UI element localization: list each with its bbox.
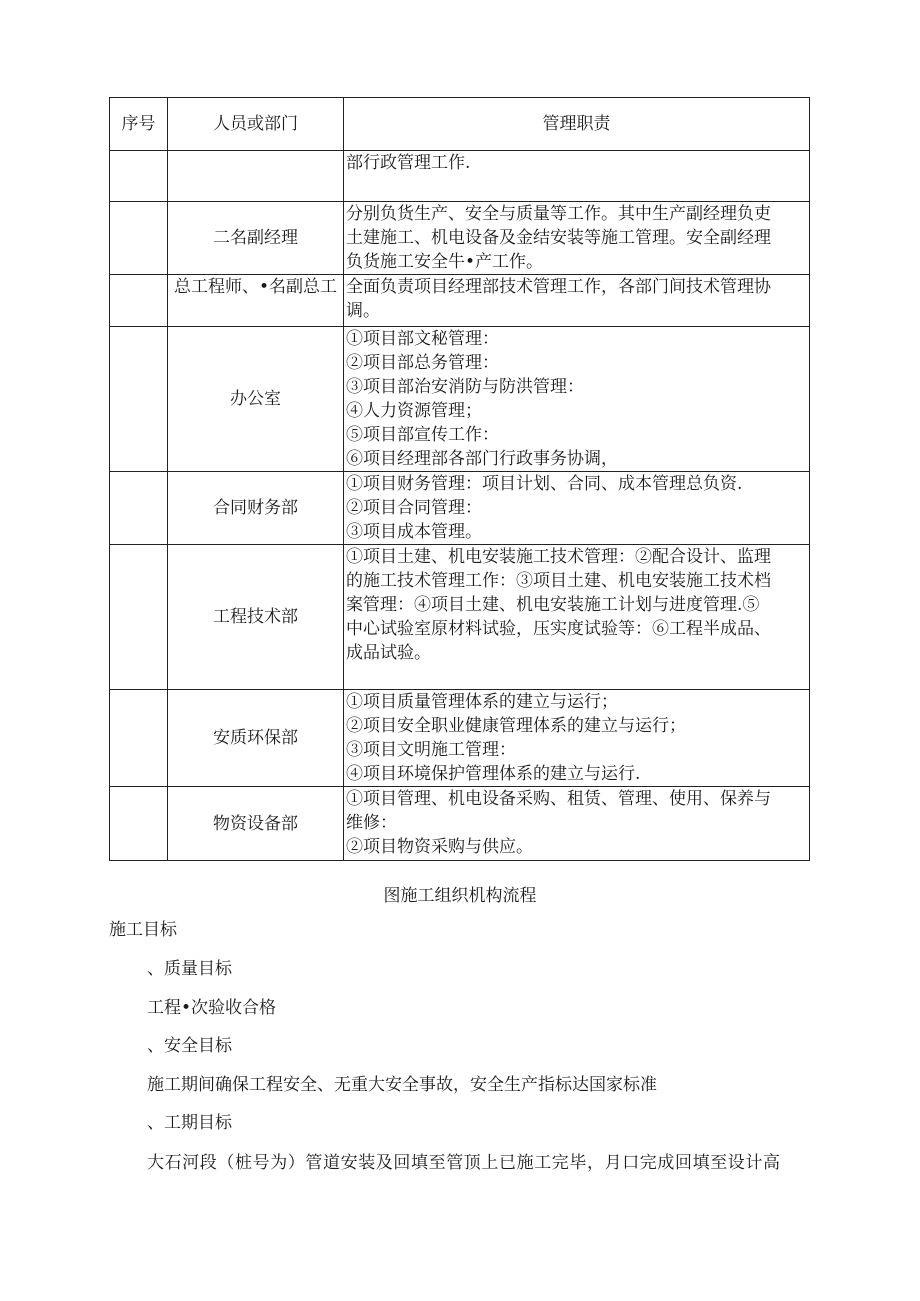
duty-line: ①项目部文秘管理： [346,329,499,349]
header-duty: 管理职责 [344,98,810,151]
header-seq: 序号 [110,98,168,151]
row-dept-cell: 总工程师、•名副总工 [168,275,344,327]
duty-line: ②项目物资采购与供应。 [346,837,533,857]
table-row [110,275,810,327]
duty-line: ②项目部总务管理： [346,353,499,373]
row-seq-cell [110,545,168,690]
table-row [110,327,810,472]
duty-line: ⑤项目部宣传工作： [346,425,499,445]
table-row [110,545,810,690]
duty-line: ④人力资源管理； [346,401,482,421]
table-row [110,472,810,545]
duty-line: 维修： [346,813,397,833]
duty-line: ③项目部治安消防与防洪管理： [346,377,584,397]
row-dept-cell [168,151,344,202]
safety-heading: 、安全目标 [147,1036,232,1056]
duty-line: ①项目土建、机电安装施工技术管理：②配合设计、监理 [346,547,771,567]
table-row [110,202,810,275]
safety-text: 施工期间确保工程安全、无重大安全事故，安全生产指标达国家标准 [147,1075,657,1095]
header-person: 人员或部门 [168,98,344,151]
row-dept-cell: 办公室 [168,327,344,472]
row-duty-cell [344,472,810,545]
duty-line: 成品试验。 [346,643,431,663]
duty-line: 中心试验室原材料试验，压实度试验等：⑥工程半成品、 [346,619,771,639]
duty-line: ③项目文明施工管理： [346,740,516,760]
duty-line: ①项目质量管理体系的建立与运行； [346,692,618,712]
duty-line: ②项目合同管理： [346,498,482,518]
row-seq-cell [110,275,168,327]
row-seq-cell [110,151,168,202]
section-title: 施工目标 [109,920,177,940]
row-duty-cell [344,275,810,327]
duty-line: ①项目管理、机电设备采购、租赁、管理、使用、保养与 [346,789,771,809]
duty-line: ⑥项目经理部各部门行政事务协调， [346,449,618,469]
row-seq-cell [110,690,168,787]
duty-line: 部行政管理工作. [346,153,471,173]
duty-line: 的施工技术管理工作：③项目土建、机电安装施工技术档 [346,571,771,591]
duty-line: ③项目成本管理。 [346,522,482,542]
row-dept-cell: 工程技术部 [168,545,344,690]
table-header-row [110,98,810,151]
row-seq-cell [110,202,168,275]
row-duty-cell [344,787,810,861]
duty-line: 土建施工、机电设备及金结安装等施工管理。安全副经理 [346,228,771,248]
row-duty-cell [344,151,810,202]
row-duty-cell [344,327,810,472]
row-seq-cell [110,472,168,545]
schedule-text: 大石河段（桩号为）管道安装及回填至管顶上已施工完毕，月口完成回填至设计高 [147,1153,781,1173]
duty-line: ②项目安全职业健康管理体系的建立与运行； [346,716,686,736]
duty-line: ④项目环境保护管理体系的建立与运行. [346,764,641,784]
row-duty-cell [344,202,810,275]
row-dept-cell: 物资设备部 [168,787,344,861]
row-dept-cell: 二名副经理 [168,202,344,275]
row-duty-cell [344,545,810,690]
table-row [110,151,810,202]
row-dept-cell: 安质环保部 [168,690,344,787]
duty-line: ①项目财务管理：项目计划、合同、成本管理总负资. [346,474,743,494]
table-row [110,690,810,787]
row-seq-cell [110,787,168,861]
figure-caption: 图施工组织机构流程 [383,886,537,906]
table-row [110,787,810,861]
quality-heading: 、质量目标 [147,959,232,979]
row-dept-cell: 合同财务部 [168,472,344,545]
row-seq-cell [110,327,168,472]
quality-text: 工程•次验收合格 [147,998,277,1018]
row-duty-cell [344,690,810,787]
duty-line: 调。 [346,301,380,321]
duty-line: 负货施工安全牛•产工作。 [346,252,544,272]
duty-line: 分别负货生产、安全与质量等工作。其中生产副经理负吏 [346,204,771,224]
duty-line: 案管理：④项目土建、机电安装施工计划与进度管理.⑤ [346,595,760,615]
duty-line: 全面负责项目经理部技术管理工作，各部门间技术管理协 [346,277,771,297]
schedule-heading: 、工期目标 [147,1113,232,1133]
management-duty-table [109,97,810,861]
